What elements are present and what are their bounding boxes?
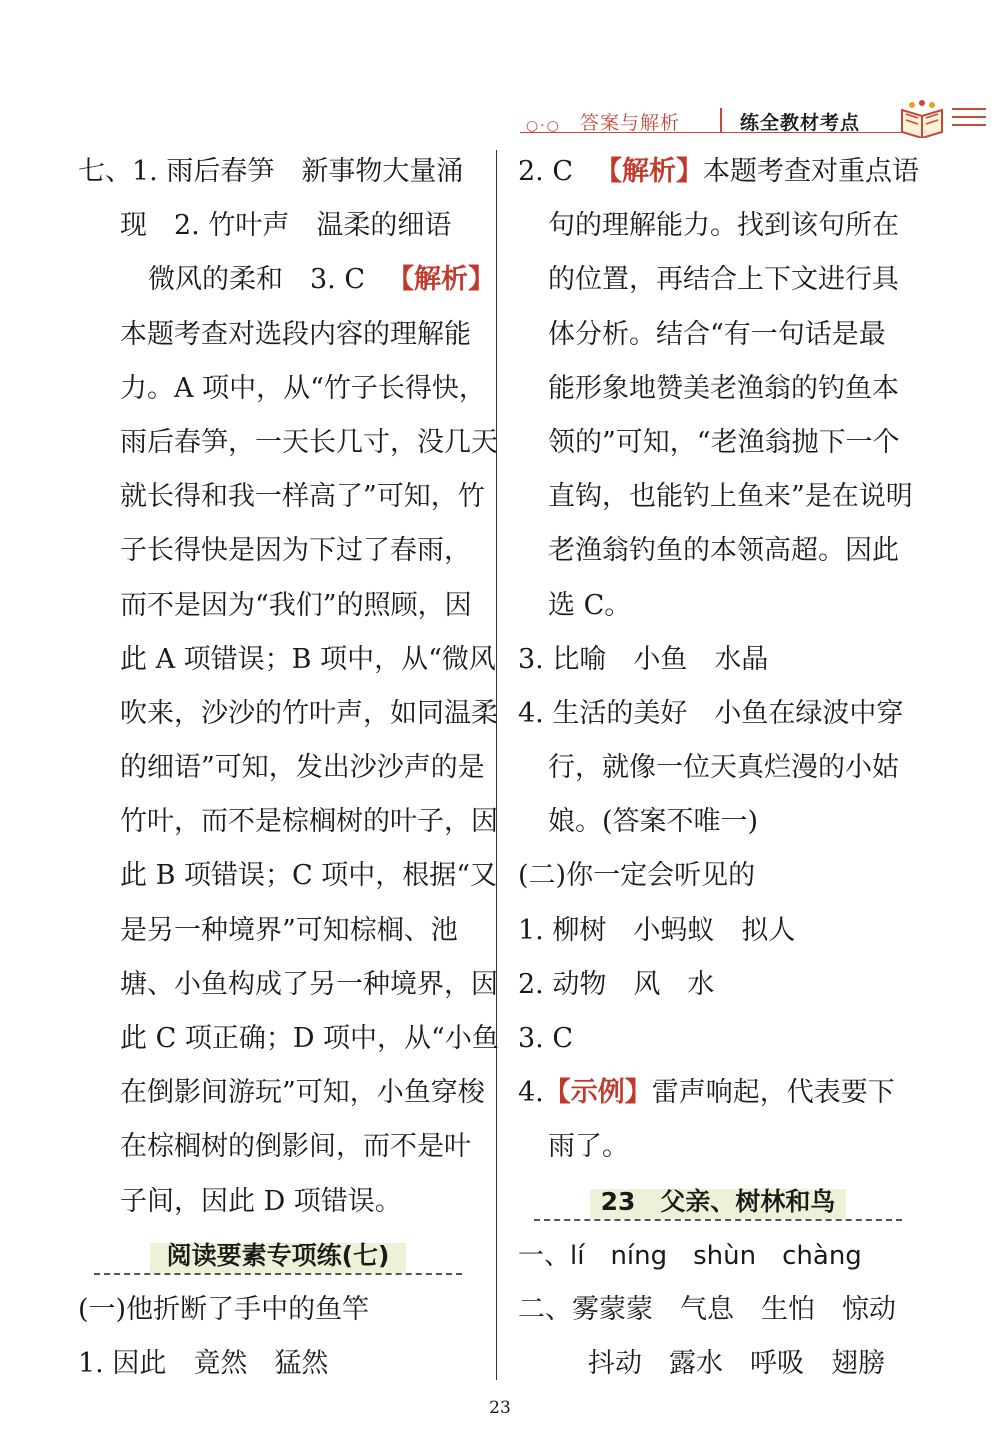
header-series-title: 练全教材考点 [740, 112, 861, 134]
answer-line: 4. 生活的美好 小鱼在绿波中穿 [518, 697, 904, 729]
answer-line: 在棕榈树的倒影间，而不是叶 [120, 1131, 471, 1163]
example-tag: 【示例】 [543, 1077, 652, 1109]
answer-text: 微风的柔和 3. C [148, 264, 366, 296]
pinyin-line: 一、lí níng shùn chàng [518, 1240, 862, 1271]
answer-text: 2. C [518, 156, 574, 187]
answer-line: 1. 因此 竟然 猛然 [78, 1348, 329, 1380]
answer-line: 七、1. 雨后春笋 新事物大量涌 [78, 156, 464, 187]
answer-line: 此 C 项正确；D 项中，从“小鱼 [120, 1023, 499, 1054]
answer-line: (二)你一定会听见的 [518, 860, 756, 892]
right-column [518, 145, 918, 1391]
answer-line: 2. 动物 风 水 [518, 968, 715, 1000]
answer-line: 而不是因为“我们”的照顾，因 [120, 589, 472, 621]
answer-line [518, 145, 918, 199]
answer-line: 句的理解能力。找到该句所在 [548, 210, 899, 242]
answer-line: 娘。(答案不唯一) [548, 806, 759, 838]
answer-text: 本题考查对重点语 [703, 156, 920, 187]
section-title-text: 23 父亲、树林和鸟 [600, 1186, 836, 1216]
header-decorative-bars [952, 108, 986, 132]
left-column [78, 145, 499, 1391]
page-header [520, 96, 990, 146]
answer-line: 直钩，也能钓上鱼来”是在说明 [548, 481, 913, 513]
answer-line: 选 C。 [548, 589, 632, 621]
answer-line: 力。A 项中，从“竹子长得快， [120, 372, 486, 404]
answer-line: 现 2. 竹叶声 温柔的细语 [120, 210, 452, 242]
answer-line: 3. C [518, 1023, 574, 1054]
answer-line: 老渔翁钓鱼的本领高超。因此 [548, 535, 899, 567]
header-separator [720, 108, 722, 132]
answer-line [78, 253, 496, 307]
header-dots: ○·○ [526, 118, 561, 134]
section-title-text: 阅读要素专项练(七) [166, 1240, 390, 1270]
answer-line: 的位置，再结合上下文进行具 [548, 264, 899, 296]
answer-line: 竹叶，而不是棕榈树的叶子，因 [120, 806, 498, 838]
answer-line: 能形象地赞美老渔翁的钓鱼本 [548, 372, 899, 404]
answer-text: 雷声响起，代表要下 [651, 1077, 895, 1109]
book-icon [898, 100, 946, 138]
answer-line: 子长得快是因为下过了春雨， [120, 535, 471, 567]
answer-line: 本题考查对选段内容的理解能 [120, 318, 471, 350]
section-title-lesson-23 [518, 1175, 918, 1229]
analysis-tag: 【解析】 [387, 264, 496, 296]
answer-line: 3. 比喻 小鱼 水晶 [518, 643, 769, 675]
answer-line: 抖动 露水 呼吸 翅膀 [588, 1348, 885, 1380]
answer-line: 的细语”可知，发出沙沙声的是 [120, 752, 485, 784]
column-divider [496, 150, 497, 1380]
answer-line: 1. 柳树 小蚂蚁 拟人 [518, 914, 796, 946]
answer-line: 雨了。 [548, 1131, 629, 1163]
answer-line: 领的”可知，“老渔翁抛下一个 [548, 426, 900, 458]
answer-line [518, 1066, 918, 1120]
page-number: 23 [489, 1398, 511, 1418]
answer-text: 4. [518, 1077, 544, 1109]
section-title-reading [78, 1229, 478, 1283]
answer-line: 此 B 项错误；C 项中，根据“又 [120, 860, 498, 892]
answer-line: 二、雾蒙蒙 气息 生怕 惊动 [518, 1293, 896, 1325]
answer-line: 就长得和我一样高了”可知，竹 [120, 481, 485, 513]
answer-line: (一)他折断了手中的鱼竿 [78, 1293, 370, 1325]
answer-line: 雨后春笋，一天长几寸，没几天 [120, 426, 498, 458]
answer-line: 行，就像一位天真烂漫的小姑 [548, 752, 899, 784]
analysis-tag: 【解析】 [595, 156, 704, 187]
answer-line: 在倒影间游玩”可知，小鱼穿梭 [120, 1077, 485, 1109]
answer-line: 此 A 项错误；B 项中，从“微风 [120, 643, 496, 675]
answer-line: 体分析。结合“有一句话是最 [548, 318, 886, 350]
header-section-label: 答案与解析 [580, 112, 681, 134]
answer-line: 吹来，沙沙的竹叶声，如同温柔 [120, 697, 498, 729]
answer-line: 塘、小鱼构成了另一种境界，因 [120, 968, 498, 1000]
answer-line: 子间，因此 D 项错误。 [120, 1185, 402, 1217]
answer-line: 是另一种境界”可知棕榈、池 [120, 914, 458, 946]
